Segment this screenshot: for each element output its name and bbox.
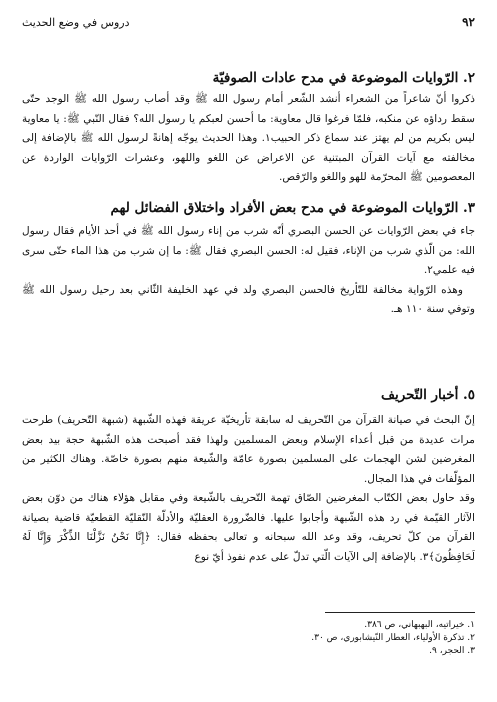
paragraph-hasan-basri: جاء في بعض الرّوايات عن الحسن البصري أنّه شرب من إناء رسول الله ﷺ في أحد الأيام فقال رسول الله: من الّذي شرب من الإناء، فقيل له: الحسن البصري فقال ﷺ: ما إن شرب من هذا الماء حتّى سرى فيه علمي٢. (22, 225, 475, 276)
page-number: ٩٢ (462, 15, 475, 29)
section-body-tahrif (22, 411, 475, 567)
section-paragraph-sufi: ذكروا أنّ شاعراً من الشعراء أنشد الشّعر أمام رسول الله ﷺ وقد أصاب رسول الله ﷺ الوجد حتّى سقط رداؤه عن منكبه، فلمّا فرغوا قال معاوية: ما أحسن لعبكم يا رسول الله؟ فقال النّبي ﷺ: يا معاوية ليس بكريم من لم يهتز عند سماع ذكر الحبيب١. وهذا الحديث يوجّه إهانةً لرسول الله ﷺ بالإضافة إلى مخالفته مع آيات القرآن المبتنية عن الاعراض عن اللغو واللهو، وعشرات الرّوايات الواردة عن المعصومين ﷺ المحرّمة للهو واللغو والرّقص. (22, 93, 475, 183)
footnote: ٢. تذكرة الأولياء، العطار النّيشابوري، ص ٣٠. (311, 633, 475, 643)
footnote: ١. خيراتيه، البهبهاني، ص ٣٨٦. (364, 620, 475, 630)
section-heading-tahrif: ٥. أخبار التّحريف (380, 387, 475, 403)
paragraph-history-note: وهذه الرّواية مخالفة للتّأريخ فالحسن البصري ولد في عهد الخليفة الثّاني بعد رحيل رسول الله ﷺ وتوفي سنة ١١٠ هـ. (22, 283, 475, 315)
paragraph-tahrif-intro: إنّ البحث في صيانة القرآن من التّحريف له سابقة تأريخيّة عريقة فهذه الشّبهة (شبهة التّحريف) طرحت مرات عديدة من قبل أعداء الإسلام وبعض المسلمين ولهذا فقد أصبحت هذه الشّبهة حجة بيد بعض المغرضين لشن الهجمات على المسلمين بصورة عامّة والشّيعة منهم بصورة خاصّة. وهناك الكثير من المؤلّفات في هذا المجال. (22, 414, 475, 485)
page-header (22, 14, 475, 31)
paragraph-tahrif-response: وقد حاول بعض الكتّاب المغرضين الصّاق تهمة التّحريف بالشّيعة وفي مقابل هؤلاء هناك من دوّن بعض الآثار القيّمة في رد هذه الشّبهة وأجابوا عليها. فالضّرورة العقليّة والأدلّة النّقليّة القطعيّة قاضية بصيانة القرآن من كلّ تحريف، وقد وعد الله سبحانه و تعالى بحفظه فقال: ﴿إِنَّا نَحْنُ نَزَّلْنَا الذِّكْرَ وَإِنَّا لَهُ لَحَافِظُونَ﴾٣. بالإضافة إلى الآيات الّتي تدلّ على عدم نفوذ أيّ نوع (22, 492, 475, 563)
section-body-virtues (22, 222, 475, 320)
footnote: ٣. الحجر، ٩. (429, 646, 475, 656)
section-heading-virtues: ٣. الرّوايات الموضوعة في مدح بعض الأفراد واختلاق الفضائل لهم (110, 200, 475, 216)
footnotes (22, 596, 475, 658)
page (22, 14, 475, 656)
running-title: دروس في وضع الحديث (22, 15, 130, 29)
section-heading-sufi: ٢. الرّوايات الموضوعة في مدح عادات الصوفيّة (212, 70, 475, 86)
footnote-divider (325, 612, 475, 613)
